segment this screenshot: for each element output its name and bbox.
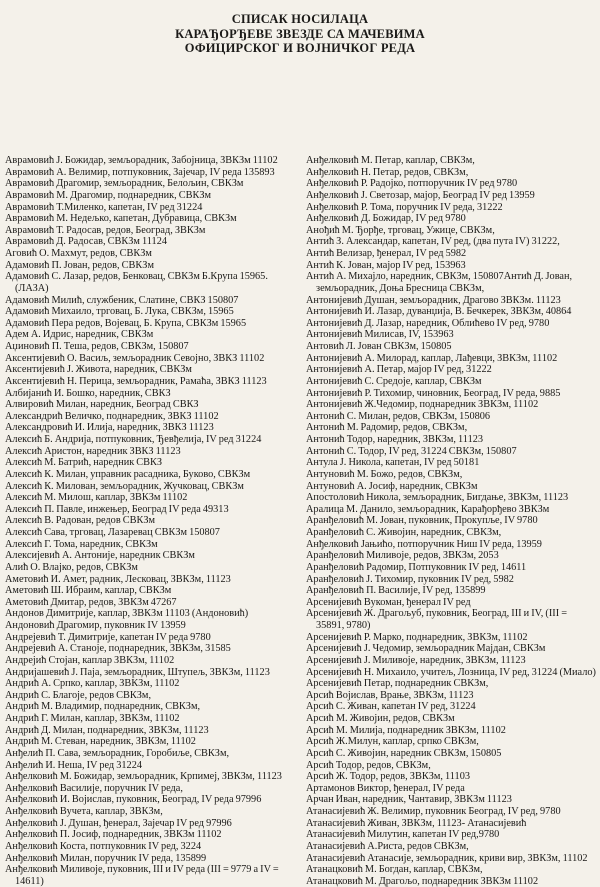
list-item: Аговић О. Махмут, редов, СВКЗм <box>5 248 152 259</box>
list-item: Анђелковић Р. Тома, поручник IV реда, 31222 <box>306 201 503 213</box>
list-item: Арсић Ж. Тодор, редов, ЗВКЗм, 11103 <box>306 771 470 783</box>
list-item: Алексијевић А. Антоније, наредник СВКЗм <box>5 550 195 562</box>
list-item: Андрејевић Т. Димитрије, капетан IV реда 9780 <box>5 631 211 643</box>
list-item: Арсенијевић Ј. Чедомир, земљорадник Мајдан, СВКЗм <box>306 643 546 655</box>
list-item: Аврамовић А. Велимир, потпуковник, Зајечар, IV реда 135893 <box>5 166 275 178</box>
list-item: Андрић Д. Милан, поднаредник, ЗВКЗм, 11123 <box>5 724 209 736</box>
list-item: Аранђеловић Радомир, Потпуковник IV ред, 14611 <box>306 561 527 573</box>
list-item: Атанасијевић Ж. Велимир, пуковник Београд, IV ред, 9780 <box>306 806 561 817</box>
list-item: Аксентијевић О. Васиљ, земљорадник Севојно, ЗВКЗ 11102 <box>5 352 265 364</box>
list-item: Аврамовић Драгомир, земљорадник, Белољин, СВКЗм <box>5 178 244 190</box>
list-item: Антонијевић Ж.Чедомир, поднаредник ЗВКЗм, 11102 <box>306 399 539 411</box>
list-item: Атанасијевић Атанасије, земљорадник, криви вир, ЗВКЗм, 11102 <box>306 852 588 864</box>
list-item: Атанасијевић Живан, ЗВКЗм, 11123- Атанасијевић <box>306 817 527 829</box>
list-item: Аврамовић Т.Миленко, капетан, IV ред 31224 <box>5 201 203 213</box>
list-item: Аметовић И. Амет, радник, Лесковац, ЗВКЗм, 11123 <box>5 573 231 585</box>
list-item: Анђелковић Василије, поручник IV реда, <box>5 782 183 794</box>
list-item: Антуновић А. Јосиф, наредник, СВКЗм <box>306 480 478 492</box>
list-item: Аметовић Ш. Ибраим, каплар, СВКЗм <box>5 585 172 597</box>
list-item: Аврамовић М. Недељко, капетан, Дубравица, СВКЗм <box>5 213 237 225</box>
list-item: Андрић М. Стеван, наредник, ЗВКЗм, 11102 <box>5 736 196 748</box>
list-item: Атанацковић М. Богдан, каплар, СВКЗм, <box>306 864 483 876</box>
list-item: Артамонов Виктор, ђенерал, IV реда <box>306 782 465 794</box>
list-item: Андрејић Стојан, каплар ЗВКЗм, 11102 <box>5 654 175 666</box>
list-item: Алексић К. Милан, управник расадника, Буково, СВКЗм <box>5 468 251 480</box>
list-item: Антонић М. Радомир, редов, СВКЗм, <box>306 422 468 434</box>
list-item: Анђелковић Милан, поручник IV реда, 135899 <box>5 852 207 864</box>
list-item: Андоновић Драгомир, пуковник IV 13959 <box>5 620 186 631</box>
list-item: Андонов Димитрије, каплар, ЗВКЗм 11103 (Андоновић) <box>5 608 249 620</box>
list-item: Адамовић П. Јован, редов, СВКЗм <box>5 259 154 271</box>
list-item: Андријашевић Ј. Паја, земљорадник, Штупељ, ЗВКЗм, 11123 <box>5 666 270 678</box>
list-item: Антуновић М. Божо, редов, СВКЗм, <box>306 468 463 480</box>
list-item: Антонијевић С. Средоје, каплар, СВКЗм <box>306 375 482 387</box>
list-item: Анђелковић Јањићо, потпоручник Ниш IV реда, 13959 <box>306 538 542 550</box>
list-item: Адамовић Пера редов, Војевац, Б. Крупа, СВКЗм 15965 <box>5 317 247 329</box>
list-item: Анђелковић И. Војислав, пуковник, Београд, IV реда 97996 <box>5 794 262 806</box>
list-item: Арсенијевић Петар, поднаредник СВКЗм, <box>306 678 489 690</box>
list-item: Алић О. Влајко, редов, СВКЗм <box>5 561 138 573</box>
list-item: Антонијевић И. Лазар, дуванџија, В. Бечкерек, ЗВКЗм, 40864 <box>306 306 572 318</box>
list-item: Антонић С. Тодор, IV ред, 31224 СВКЗм, 150807 <box>306 445 517 457</box>
list-item: Алексић Г. Тома, наредник, СВКЗм <box>5 538 158 550</box>
list-item: Аранђеловић П. Василије, IV ред, 135899 <box>306 585 486 597</box>
list-item: Арчан Иван, наредник, Чантавир, ЗВКЗм 11123 <box>306 794 512 806</box>
list-item: Аврамовић Т. Радосав, редов, Београд, ЗВКЗм <box>5 224 206 236</box>
list-item: Арсић М. Милија, поднаредник ЗВКЗм, 11102 <box>306 724 506 736</box>
list-item: Антић Велизар, ђенерал, IV ред 5982 <box>306 248 467 259</box>
list-item: Арсенијевић Р. Марко, поднаредник, ЗВКЗм, 11102 <box>306 631 528 643</box>
list-item: Албијанић И. Бошко, наредник, СВКЗ <box>5 387 171 399</box>
list-item: Антонијевић Душан, земљорадник, Драгово ЗВКЗм. 11123 <box>306 294 561 306</box>
list-item: Атанасијевић А.Риста, редов СВКЗм, <box>306 840 469 852</box>
list-item: Анђелковић П. Јосиф, поднаредник, ЗВКЗм 11102 <box>5 829 222 841</box>
list-item: Аврамовић М. Драгомир, поднаредник, СВКЗм <box>5 189 212 201</box>
list-item: Анођић М. Ђорђе, трговац, Ужице, СВКЗм, <box>306 224 495 236</box>
title-line-1: СПИСАК НОСИЛАЦА <box>231 12 369 26</box>
list-item: Арсенијевић Ј. Миливоје, наредник, ЗВКЗм, 11123 <box>306 654 526 666</box>
list-item: Аџиновић П. Теша, редов, СВКЗм, 150807 <box>5 341 189 352</box>
list-item: Андрић С. Благоје, редов СВКЗм, <box>5 689 152 701</box>
right-column <box>306 155 596 887</box>
list-item: Арсенијевић Вукоман, ђенерал IV ред <box>306 596 471 608</box>
list-item: Аранђеловић Ј. Тихомир, пуковник IV ред, 5982 <box>306 573 514 585</box>
list-item: Аранђеловић С. Живојин, наредник, СВКЗм, <box>306 527 502 538</box>
list-item: Андрић Г. Милан, каплар, ЗВКЗм, 11102 <box>5 713 180 724</box>
list-item: Анђелковић Миливоје, пуковник, III и IV реда (III = 9779 a IV = 14611) <box>5 864 279 887</box>
left-column <box>5 155 298 887</box>
list-item: Анђелковић М. Петар, каплар, СВКЗм, <box>306 155 475 166</box>
list-item: Атанасијевић Милутин, капетан IV ред,9780 <box>306 829 500 841</box>
list-item: Андрић А. Српко, каплар, ЗВКЗм, 11102 <box>5 678 180 690</box>
list-item: Алексић Сава, трговац, Лазаревац СВКЗм 150807 <box>5 527 220 538</box>
list-item: Анђелковић Д. Божидар, IV ред 9780 <box>306 213 466 225</box>
list-item: Алексић К. Милован, земљорадник, Жучковац, СВКЗм <box>5 480 244 492</box>
list-item: Арсић М. Живојин, редов, СВКЗм <box>306 713 455 724</box>
list-item: Арсић Тодор, редов, СВКЗм, <box>306 759 431 771</box>
list-item: Апостоловић Никола, земљорадник, Бигдање, ЗВКЗм, 11123 <box>306 492 569 504</box>
list-item: Алексић Аристон, наредник ЗВКЗ 11123 <box>5 445 181 457</box>
list-item: Адамовић С. Лазар, редов, Бенковац, СВКЗм Б.Крупа 15965. (ЛАЗА) <box>5 271 268 294</box>
list-item: Антонић Тодор, наредник, ЗВКЗм, 11123 <box>306 434 484 445</box>
list-item: Анђелковић Ј. Душан, ђенерал, Зајечар IV ред 97996 <box>5 817 232 829</box>
list-item: Антонијевић Милисав, IV, 153963 <box>306 329 454 341</box>
list-item: Андрејевић А. Станоје, поднаредник, ЗВКЗм, 31585 <box>5 643 231 655</box>
list-item: Арсић С. Живан, капетан IV ред, 31224 <box>306 701 476 713</box>
list-item: Анђелковић Вучета, каплар, ЗВКЗм, <box>5 806 163 817</box>
list-item: Антовић Л. Јован СВКЗм, 150805 <box>306 341 452 352</box>
list-item: Адамовић Михаило, трговац, Б. Лука, СВКЗм, 15965 <box>5 306 234 318</box>
list-item: Антић А. Михајло, наредник, СВКЗм, 150807Антић Д. Јован, земљорадник, Доња Бресница СВКЗм, <box>306 271 573 294</box>
list-item: Арсић Војислав, Врање, ЗВКЗм, 11123 <box>306 689 474 701</box>
list-item: Аранђеловић Миливоје, редов, ЗВКЗм, 2053 <box>306 550 499 562</box>
list-item: Антонић С. Милан, редов, СВКЗм, 150806 <box>306 410 491 422</box>
list-item: Аврамовић Ј. Божидар, земљорадник, Забојница, ЗВКЗм 11102 <box>5 155 278 166</box>
list-item: Алексић Б. Андрија, потпуковник, Ђевђелија, IV ред 31224 <box>5 434 262 445</box>
list-item: Алексић П. Павле, инжењер, Београд IV реда 49313 <box>5 503 229 515</box>
list-item: Антонијевић А. Петар, мајор IV ред, 31222 <box>306 364 492 376</box>
list-item: Анђелковић М. Божидар, земљорадник, Крпимеј, ЗВКЗм, 11123 <box>5 771 282 783</box>
title-line-2: КАРАЂОРЂЕВЕ ЗВЕЗДЕ СА МАЧЕВИМА <box>175 26 425 41</box>
list-item: Анђелић И. Неша, IV ред 31224 <box>5 759 142 771</box>
list-item: Аксентијевић Н. Перица, земљорадник, Рамаћа, ЗВКЗ 11123 <box>5 375 267 387</box>
list-item: Антула Ј. Никола, капетан, IV ред 50181 <box>306 457 480 469</box>
list-item: Алвировић Милан, наредник, Београд СВКЗ <box>5 399 199 411</box>
list-item: Антонијевић А. Милорад, каплар, Лађевци, ЗВКЗм, 11102 <box>306 352 558 364</box>
page-title <box>0 12 600 56</box>
list-item: Антић К. Јован, мајор IV ред, 153963 <box>306 259 466 271</box>
list-item: Анђелић П. Сава, земљорадник, Горобиље, СВКЗм, <box>5 747 230 759</box>
list-item: Арсенијевић Ж. Драгољуб, пуковник, Београд, III и IV, (III = 35891, 9780) <box>306 608 568 631</box>
list-item: Алексић М. Милош, каплар, ЗВКЗм 11102 <box>5 492 188 504</box>
list-item: Арсић Ж.Милун, каплар, српко СВКЗм, <box>306 736 479 748</box>
list-item: Антић З. Александар, капетан, IV ред, (два пута IV) 31222, <box>306 236 560 248</box>
list-item: Антонијевић Р. Тихомир, чиновник, Београд, IV реда, 9885 <box>306 387 561 399</box>
list-item: Адем А. Идрис, наредник, СВКЗм <box>5 329 154 341</box>
list-item: Анђелковић Ј. Светозар, мајор, Београд IV ред 13959 <box>306 189 535 201</box>
list-item: Адамовић Милић, службеник, Слатине, СВКЗ 150807 <box>5 294 239 306</box>
list-item: Анђелковић Коста, потпуковник IV ред, 3224 <box>5 840 202 852</box>
list-item: Анђелковић Н. Петар, редов, СВКЗм, <box>306 166 469 178</box>
list-item: Аврамовић Д. Радосав, СВКЗм 11124 <box>5 236 167 248</box>
list-item: Антонијевић Д. Лазар, наредник, Облићево IV ред, 9780 <box>306 317 550 329</box>
title-line-3: ОФИЦИРСКОГ И ВОЈНИЧКОГ РЕДА <box>184 41 416 56</box>
list-item: Александрић Величко, поднаредник, ЗВКЗ 11102 <box>5 410 219 422</box>
list-item: Аранђеловић М. Јован, пуковник, Прокупље, IV 9780 <box>306 515 538 527</box>
list-item: Андрић М. Владимир, поднаредник, СВКЗм, <box>5 701 201 713</box>
list-item: Александровић И. Илија, наредник, ЗВКЗ 11123 <box>5 422 214 434</box>
list-item: Анђелковић Р. Радојко, потпоручник IV ред 9780 <box>306 178 518 190</box>
list-item: Алексић В. Радован, редов СВКЗм <box>5 515 156 527</box>
list-item: Арсенијевић Н. Михаило, учитељ, Лозница, IV ред, 31224 (Миало) <box>306 666 596 678</box>
list-item: Аралица М. Данило, земљорадник, Карађорђево ЗВКЗм <box>306 503 550 515</box>
list-item: Аксентијевић Ј. Живота, наредник, СВКЗм <box>5 364 192 376</box>
list-item: Аметовић Дмитар, редов, ЗВКЗм 47267 <box>5 596 177 608</box>
list-item: Арсић С. Живојин, наредник СВКЗм, 150805 <box>306 747 502 759</box>
list-item: Алексић М. Батрић, наредник СВКЗ <box>5 457 163 469</box>
list-item: Атанацковић М. Драгољо, поднаредник ЗВКЗм 11102 <box>306 875 539 887</box>
